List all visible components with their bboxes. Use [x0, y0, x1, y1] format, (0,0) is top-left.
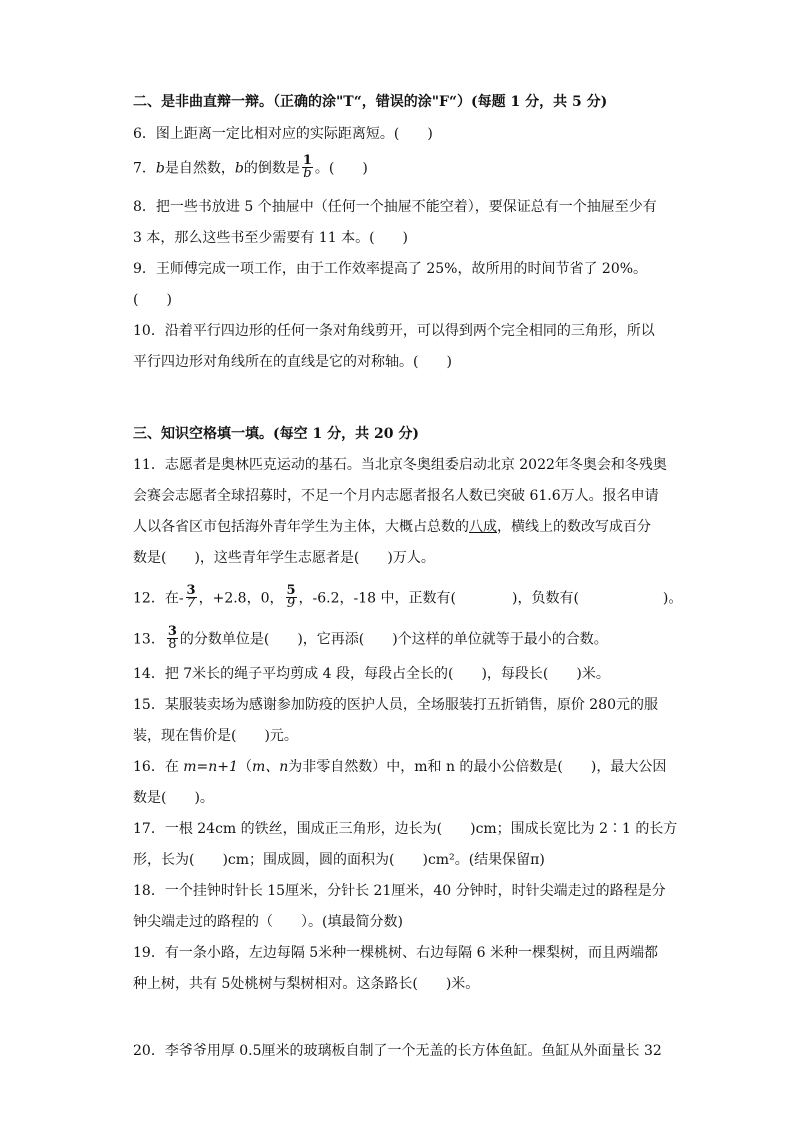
- q16-prefix: 16．在: [133, 759, 184, 775]
- question-16-line-1: [133, 757, 666, 777]
- q16-variables: m、n: [251, 759, 289, 775]
- section-3-heading: 三、知识空格填一填。(每空 1 分，共 20 分): [133, 426, 419, 442]
- q13-fraction: [167, 626, 178, 651]
- question-10-line-2: 平行四边形对角线所在的直线是它的对称轴。( ): [133, 354, 452, 370]
- question-9-line-1: 9．王师傅完成一项工作，由于工作效率提高了 25%，故所用的时间节省了 20%。: [133, 261, 648, 277]
- q12-part-a: 12．在-: [133, 590, 184, 607]
- question-12: [133, 583, 683, 611]
- q7-suffix: 。( ): [314, 160, 368, 177]
- q12-part-c: ，-6.2，-18 中，正数有( )，负数有( )。: [298, 590, 683, 607]
- question-9-line-2: ( ): [133, 292, 172, 308]
- q11-line3-start: 人以各省区市包括海外青年学生为主体，大概占总数的: [133, 519, 469, 535]
- question-19-line-1: 19．有一条小路，左边每隔 5米种一棵桃树、右边每隔 6 米种一棵梨树，而且两端都: [133, 945, 658, 961]
- question-11-line-3: [133, 517, 651, 537]
- q12-fraction-1-denominator: 7: [186, 596, 196, 611]
- q7-fraction: [302, 155, 313, 180]
- question-18-line-2: 钟尖端走过的路程的（ ）。(填最简分数): [133, 914, 403, 930]
- question-20-line-1: 20．李爷爷用厚 0.5厘米的玻璃板自制了一个无盖的长方体鱼缸。鱼缸从外面量长 32: [133, 1043, 662, 1059]
- question-11-line-2: 会赛会志愿者全球招募时，不足一个月内志愿者报名人数已突破 61.6万人。报名申请: [133, 488, 659, 504]
- question-18-line-1: 18．一个挂钟时针长 15厘米，分针长 21厘米，40 分钟时，时针尖端走过的路程是分: [133, 883, 666, 899]
- q13-prefix: 13．: [133, 631, 165, 648]
- q7-fraction-denominator: b: [303, 166, 312, 181]
- q7-mid: 是自然数，: [164, 160, 235, 177]
- question-14: 14．把 7米长的绳子平均剪成 4 段，每段占全长的( )，每段长( )米。: [133, 666, 610, 682]
- q16-rest: 为非零自然数）中，m和 n 的最小公倍数是( )，最大公因: [288, 759, 667, 775]
- question-15-line-2: 装，现在售价是( )元。: [133, 728, 298, 744]
- q12-fraction-2: [286, 585, 297, 610]
- question-10-line-1: 10．沿着平行四边形的任何一条对角线剪开，可以得到两个完全相同的三角形，所以: [133, 323, 655, 339]
- question-17-line-1: 17．一根 24cm 的铁丝，围成正三角形，边长为( )cm；围成长宽比为 2∶1 的长方: [133, 821, 678, 837]
- q7-prefix: 7．: [133, 160, 156, 177]
- q12-fraction-1-numerator: 3: [186, 583, 196, 598]
- q13-fraction-numerator: 3: [167, 624, 177, 639]
- q11-underlined-text: 八成: [469, 519, 497, 535]
- q7-var-b-2: b: [234, 160, 244, 177]
- q12-fraction-1: [186, 585, 197, 610]
- question-8-line-2: 3 本，那么这些书至少需要有 11 本。( ): [133, 230, 408, 246]
- question-16-line-2: 数是( )。: [133, 790, 214, 806]
- question-8-line-1: 8．把一些书放进 5 个抽屉中（任何一个抽屉不能空着），要保证总有一个抽屉至少有: [133, 199, 657, 215]
- question-7: [133, 153, 368, 181]
- question-11-line-1: 11．志愿者是奥林匹克运动的基石。当北京冬奥组委启动北京 2022年冬奥会和冬残奥: [133, 457, 667, 473]
- question-17-line-2: 形，长为( )cm；围成圆，圆的面积为( )cm²。(结果保留π): [133, 852, 545, 868]
- section-2-heading: 二、是非曲直辩一辩。（正确的涂"T“，错误的涂"F“）(每题 1 分，共 5 分): [133, 94, 608, 110]
- question-6: 6．图上距离一定比相对应的实际距离短。( ): [133, 126, 433, 142]
- question-13: [133, 624, 608, 652]
- q16-expression: m=n+1: [183, 759, 238, 775]
- q13-suffix: 的分数单位是( )，它再添( )个这样的单位就等于最小的合数。: [179, 631, 608, 648]
- q12-fraction-2-numerator: 5: [286, 583, 296, 598]
- q12-fraction-2-denominator: 9: [286, 596, 296, 611]
- question-11-line-4: 数是( )，这些青年学生志愿者是( )万人。: [133, 550, 435, 566]
- q11-line3-end: ，横线上的数改写成百分: [497, 519, 651, 535]
- q7-fraction-numerator: 1: [302, 153, 312, 168]
- q12-part-b: ，+2.8，0，: [198, 590, 284, 607]
- q16-paren-open: （: [237, 759, 252, 775]
- q7-mid2: 的倒数是: [243, 160, 300, 177]
- question-19-line-2: 种上树，共有 5处桃树与梨树相对。这条路长( )米。: [133, 976, 480, 992]
- q13-fraction-denominator: 8: [168, 637, 177, 652]
- question-15-line-1: 15．某服装卖场为感谢参加防疫的医护人员，全场服装打五折销售，原价 280元的服: [133, 697, 658, 713]
- q7-var-b: b: [155, 160, 165, 177]
